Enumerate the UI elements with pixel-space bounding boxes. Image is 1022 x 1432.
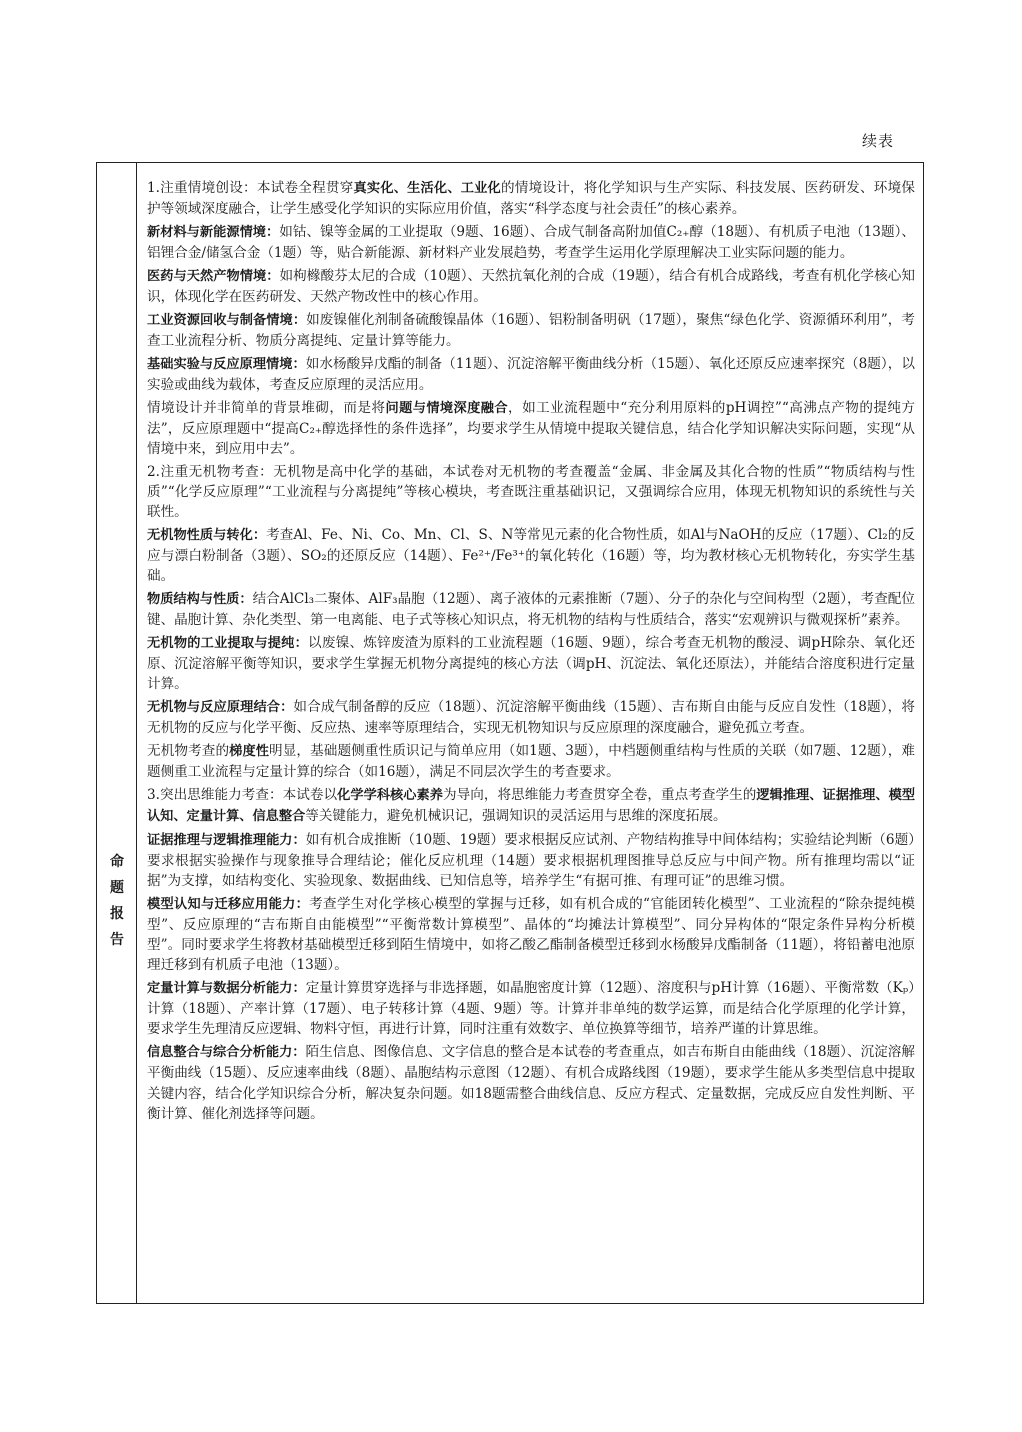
emphasis-text: 真实化、生活化、工业化 xyxy=(353,181,501,196)
body-text: 明显，基础题侧重性质识记与简单应用（如1题、3题），中档题侧重结构与性质的关联（如7题、12题），难题侧重工业流程与定量计算的综合（如16题），满足不同层次学生的考查要求。 xyxy=(147,742,916,780)
report-paragraph xyxy=(147,398,915,460)
emphasis-text: 梯度性 xyxy=(229,743,270,759)
body-text: 情境设计并非简单的背景堆砌，而是将 xyxy=(147,399,386,416)
report-paragraph xyxy=(147,978,915,1040)
emphasis-text: 物质结构与性质： xyxy=(147,591,253,607)
report-paragraph xyxy=(147,525,915,587)
report-paragraph xyxy=(147,1042,915,1124)
emphasis-text: 医药与天然产物情境： xyxy=(147,268,280,284)
emphasis-text: 基础实验与反应原理情境： xyxy=(147,356,306,372)
emphasis-text: 信息整合与综合分析能力： xyxy=(147,1045,306,1061)
report-paragraph xyxy=(147,697,915,738)
report-paragraph xyxy=(147,462,915,523)
report-paragraph xyxy=(147,354,915,395)
body-text: 如废镍催化剂制备硫酸镍晶体（16题）、铝粉制备明矾（17题），聚焦“绿色化学、资源循环利用”，考查工业流程分析、物质分离提纯、定量计算等能力。 xyxy=(147,311,915,349)
body-text: 的情境设计，将化学知识与生产实际、科技发展、医药研发、环境保护等领域深度融合，让学生感受化学知识的实际应用价值，落实“科学态度与社会责任”的核心素养。 xyxy=(147,180,916,218)
emphasis-text: 无机物性质与转化： xyxy=(147,527,267,543)
body-text: 1.注重情境创设：本试卷全程贯穿 xyxy=(147,180,354,196)
body-text: ，如工业流程题中“充分利用原料的pH调控”“高沸点产物的提纯方法”，反应原理题中“提高C₂₊醇选择性的条件选择”，均要求学生从情境中提取关键信息，结合化学知识解决实际问题，实现“从情境中来，到应用中去”。 xyxy=(147,399,916,457)
body-text: 如合成气制备醇的反应（18题）、沉淀溶解平衡曲线（15题）、吉布斯自由能与反应自发性（18题），将无机物的反应与化学平衡、反应热、速率等原理结合，实现无机物知识与反应原理的深度融合，避免孤立考查。 xyxy=(147,698,915,737)
report-paragraph xyxy=(147,310,915,351)
emphasis-text: 模型认知与迁移应用能力： xyxy=(147,896,310,912)
row-label-char: 报 xyxy=(110,906,124,922)
emphasis-text: 化学学科核心素养 xyxy=(337,787,443,803)
report-paragraph xyxy=(147,741,915,782)
body-text: 如枸橼酸芬太尼的合成（10题）、天然抗氧化剂的合成（19题），结合有机合成路线，考查有机化学核心知识，体现化学在医药研发、天然产物改性中的核心作用。 xyxy=(147,267,915,306)
report-paragraph xyxy=(147,633,915,695)
emphasis-text: 问题与情境深度融合 xyxy=(385,400,509,416)
body-text: 2.注重无机物考查：无机物是高中化学的基础，本试卷对无机物的考查覆盖“金属、非金属及其化合物的性质”“物质结构与性质”“化学反应原理”“工业流程与分离提纯”等核心模块，考查既注重基础识记，又强调综合应用，体现无机物知识的系统性与关联性。 xyxy=(147,463,915,521)
emphasis-text: 无机物与反应原理结合： xyxy=(147,699,294,715)
emphasis-text: 无机物的工业提取与提纯： xyxy=(147,635,309,651)
body-text: 无机物考查的 xyxy=(147,742,230,759)
report-paragraph xyxy=(147,894,915,976)
body-text: 考查学生对化学核心模型的掌握与迁移，如有机合成的“官能团转化模型”、工业流程的“除杂提纯模型”、反应原理的“吉布斯自由能模型”“平衡常数计算模型”、晶体的“均摊法计算模型”、同分异构体的“限定条件异构分析模型”。同时要求学生将教材基础模型迁移到陌生情境中，如将乙酸乙酯制备模型迁移到水杨酸异戊酯制备（11题），将铅蓄电池原理迁移到有机质子电池（13题）。 xyxy=(147,895,915,974)
body-text: 如水杨酸异戊酯的制备（11题）、沉淀溶解平衡曲线分析（15题）、氧化还原反应速率探究（8题），以实验或曲线为载体，考查反应原理的灵活应用。 xyxy=(147,355,915,393)
report-table xyxy=(96,162,924,1304)
row-label-char: 题 xyxy=(110,880,124,896)
row-label-char: 告 xyxy=(110,932,124,948)
report-paragraph xyxy=(147,178,915,219)
body-text: 如钴、镍等金属的工业提取（9题、16题）、合成气制备高附加值C₂₊醇（18题）、有机质子电池（13题）、铝锂合金/储氢合金（1题）等，贴合新能源、新材料产业发展趋势，考查学生运用化学原理解决工业实际问题的能力。 xyxy=(147,223,915,262)
body-text: 3.突出思维能力考查：本试卷以 xyxy=(147,786,338,803)
emphasis-text: 定量计算与数据分析能力： xyxy=(147,981,306,997)
body-text: 以废镍、炼锌废渣为原料的工业流程题（16题、9题），综合考查无机物的酸浸、调pH除杂、氧化还原、沉淀溶解平衡等知识，要求学生掌握无机物分离提纯的核心方法（调pH、沉淀法、氧化还原法），并能结合溶度积进行定量计算。 xyxy=(147,634,916,693)
row-label xyxy=(97,849,137,953)
emphasis-text: 证据推理与逻辑推理能力： xyxy=(147,832,306,848)
body-text: 为导向，将思维能力考查贯穿全卷，重点考查学生的 xyxy=(442,786,757,803)
emphasis-text: 新材料与新能源情境： xyxy=(147,224,280,240)
report-paragraph xyxy=(147,785,915,827)
body-text: 考查Al、Fe、Ni、Co、Mn、Cl、S、N等常见元素的化合物性质，如Al与NaOH的反应（17题）、Cl₂的反应与漂白粉制备（3题）、SO₂的还原反应（14题）、Fe²⁺/Fe³⁺的氧化转化（16题）等，均为教材核心无机物转化，夯实学生基础。 xyxy=(147,526,916,585)
report-paragraph xyxy=(147,222,915,263)
report-paragraph xyxy=(147,266,915,307)
body-text: 陌生信息、图像信息、文字信息的整合是本试卷的考查重点，如吉布斯自由能曲线（18题）、沉淀溶解平衡曲线（15题）、反应速率曲线（8题）、晶胞结构示意图（12题）、有机合成路线图（19题），要求学生能从多类型信息中提取关键内容，结合化学知识综合分析，解决复杂问题。如18题需整合曲线信息、反应方程式、定量数据，完成反应自发性判断、平衡计算、催化剂选择等问题。 xyxy=(147,1044,916,1122)
body-text: 结合AlCl₃二聚体、AlF₃晶胞（12题）、离子液体的元素推断（7题）、分子的杂化与空间构型（2题），考查配位键、晶胞计算、杂化类型、第一电离能、电子式等核心知识点，将无机物的结构与性质结合，落实“宏观辨识与微观探析”素养。 xyxy=(147,590,916,629)
row-label-char: 命 xyxy=(110,854,124,870)
emphasis-text: 工业资源回收与制备情境： xyxy=(147,312,307,328)
body-text: 定量计算贯穿选择与非选择题，如晶胞密度计算（12题）、溶度积与pH计算（16题）、平衡常数（Kₚ）计算（18题）、产率计算（17题）、电子转移计算（4题、9题）等。计算并非单纯的数学运算，而是结合化学原理的化学计算，要求学生先理清反应逻辑、物料守恒，再进行计算，同时注重有效数字、单位换算等细节，培养严谨的计算思维。 xyxy=(147,980,916,1038)
report-paragraph xyxy=(147,589,915,630)
report-paragraph xyxy=(147,830,915,892)
emphasis-text: 逻辑推理、证据推理、模型认知、定量计算、信息整合 xyxy=(147,787,916,824)
row-label-cell xyxy=(97,163,137,1303)
continued-label: 续表 xyxy=(862,132,895,150)
report-content xyxy=(147,178,915,1126)
body-text: 如有机合成推断（10题、19题）要求根据反应试剂、产物结构推导中间体结构；实验结论判断（6题）要求根据实验操作与现象推导合理结论；催化反应机理（14题）要求根据机理图推导总反应与中间产物。所有推理均需以“证据”为支撑，如结构变化、实验现象、数据曲线、已知信息等，培养学生“有据可推、有理可证”的思维习惯。 xyxy=(147,831,915,889)
body-text: 等关键能力，避免机械识记，强调知识的灵活运用与思维的深度拓展。 xyxy=(305,807,727,824)
